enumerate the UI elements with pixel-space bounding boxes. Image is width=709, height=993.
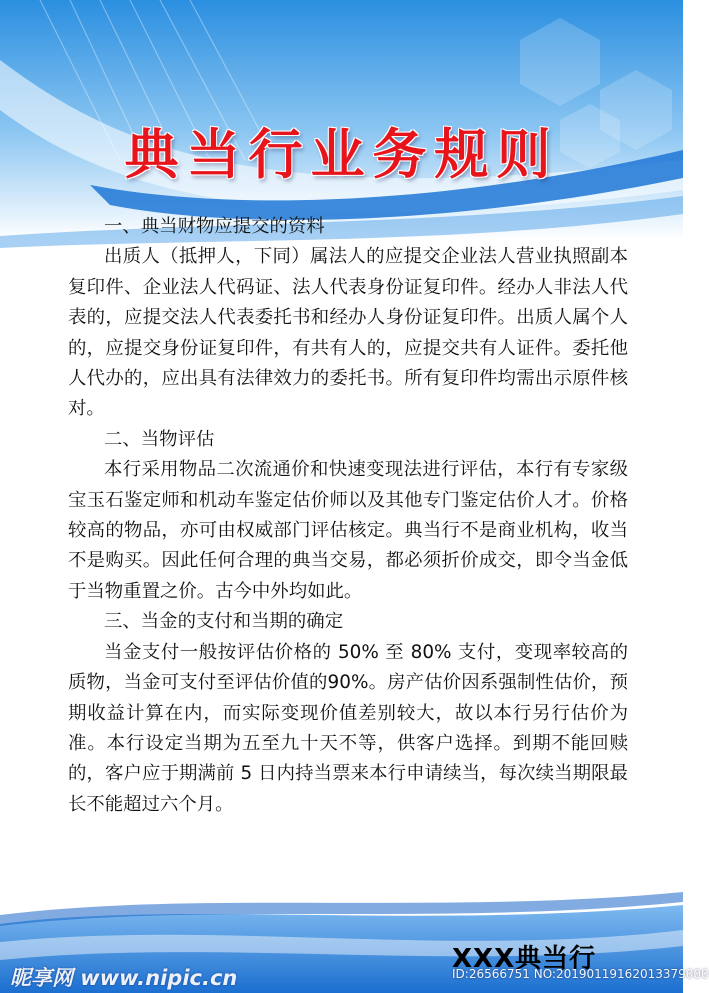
watermark-id: ID:26566751 NO:20190119162013379000 — [452, 967, 709, 981]
pawnshop-signature: XXX典当行 — [452, 944, 597, 974]
section-body-materials: 出质人（抵押人，下同）属法人的应提交企业法人营业执照副本复印件、企业法人代码证、法人代表身份证复印件。经办人非法人代表的，应提交法人代表委托书和经办人身份证复印件。出质人属个人的，应提交身份证复印件，有共有人的，应提交共有人证件。委托他人代办的，应出具有法律效力的委托书。所有复印件均需出示原件核对。 — [68, 246, 628, 420]
section-heading-payment: 三、当金的支付和当期的确定 — [104, 611, 344, 633]
section-heading-materials: 一、典当财物应提交的资料 — [104, 216, 325, 237]
page-title: 典当行业务规则 — [124, 122, 559, 186]
section-heading-appraisal: 二、当物评估 — [104, 428, 215, 450]
rules-body — [68, 212, 628, 820]
section-body-payment: 当金支付一般按评估价格的 50% 至 80% 支付，变现率较高的质物，当金可支付至评估价值的90%。房产估价因系强制性估价，预期收益计算在内，而实际变现价值差别较大，故以本行另行估价为准。本行设定当期为五至九十天不等，供客户选择。到期不能回赎的，客户应于期满前 5 日内持当票来本行申请续当，每次续当期限最长不能超过六个月。 — [68, 641, 628, 815]
watermark-logo: 昵享网 www.nipic.cn — [10, 966, 238, 990]
section-body-appraisal: 本行采用物品二次流通价和快速变现法进行评估，本行有专家级宝玉石鉴定师和机动车鉴定估价师以及其他专门鉴定估价人才。价格较高的物品，亦可由权威部门评估核定。典当行不是商业机构，收当不是购买。因此任何合理的典当交易，都必须折价成交，即令当金低于当物重置之价。古今中外均如此。 — [68, 459, 628, 602]
